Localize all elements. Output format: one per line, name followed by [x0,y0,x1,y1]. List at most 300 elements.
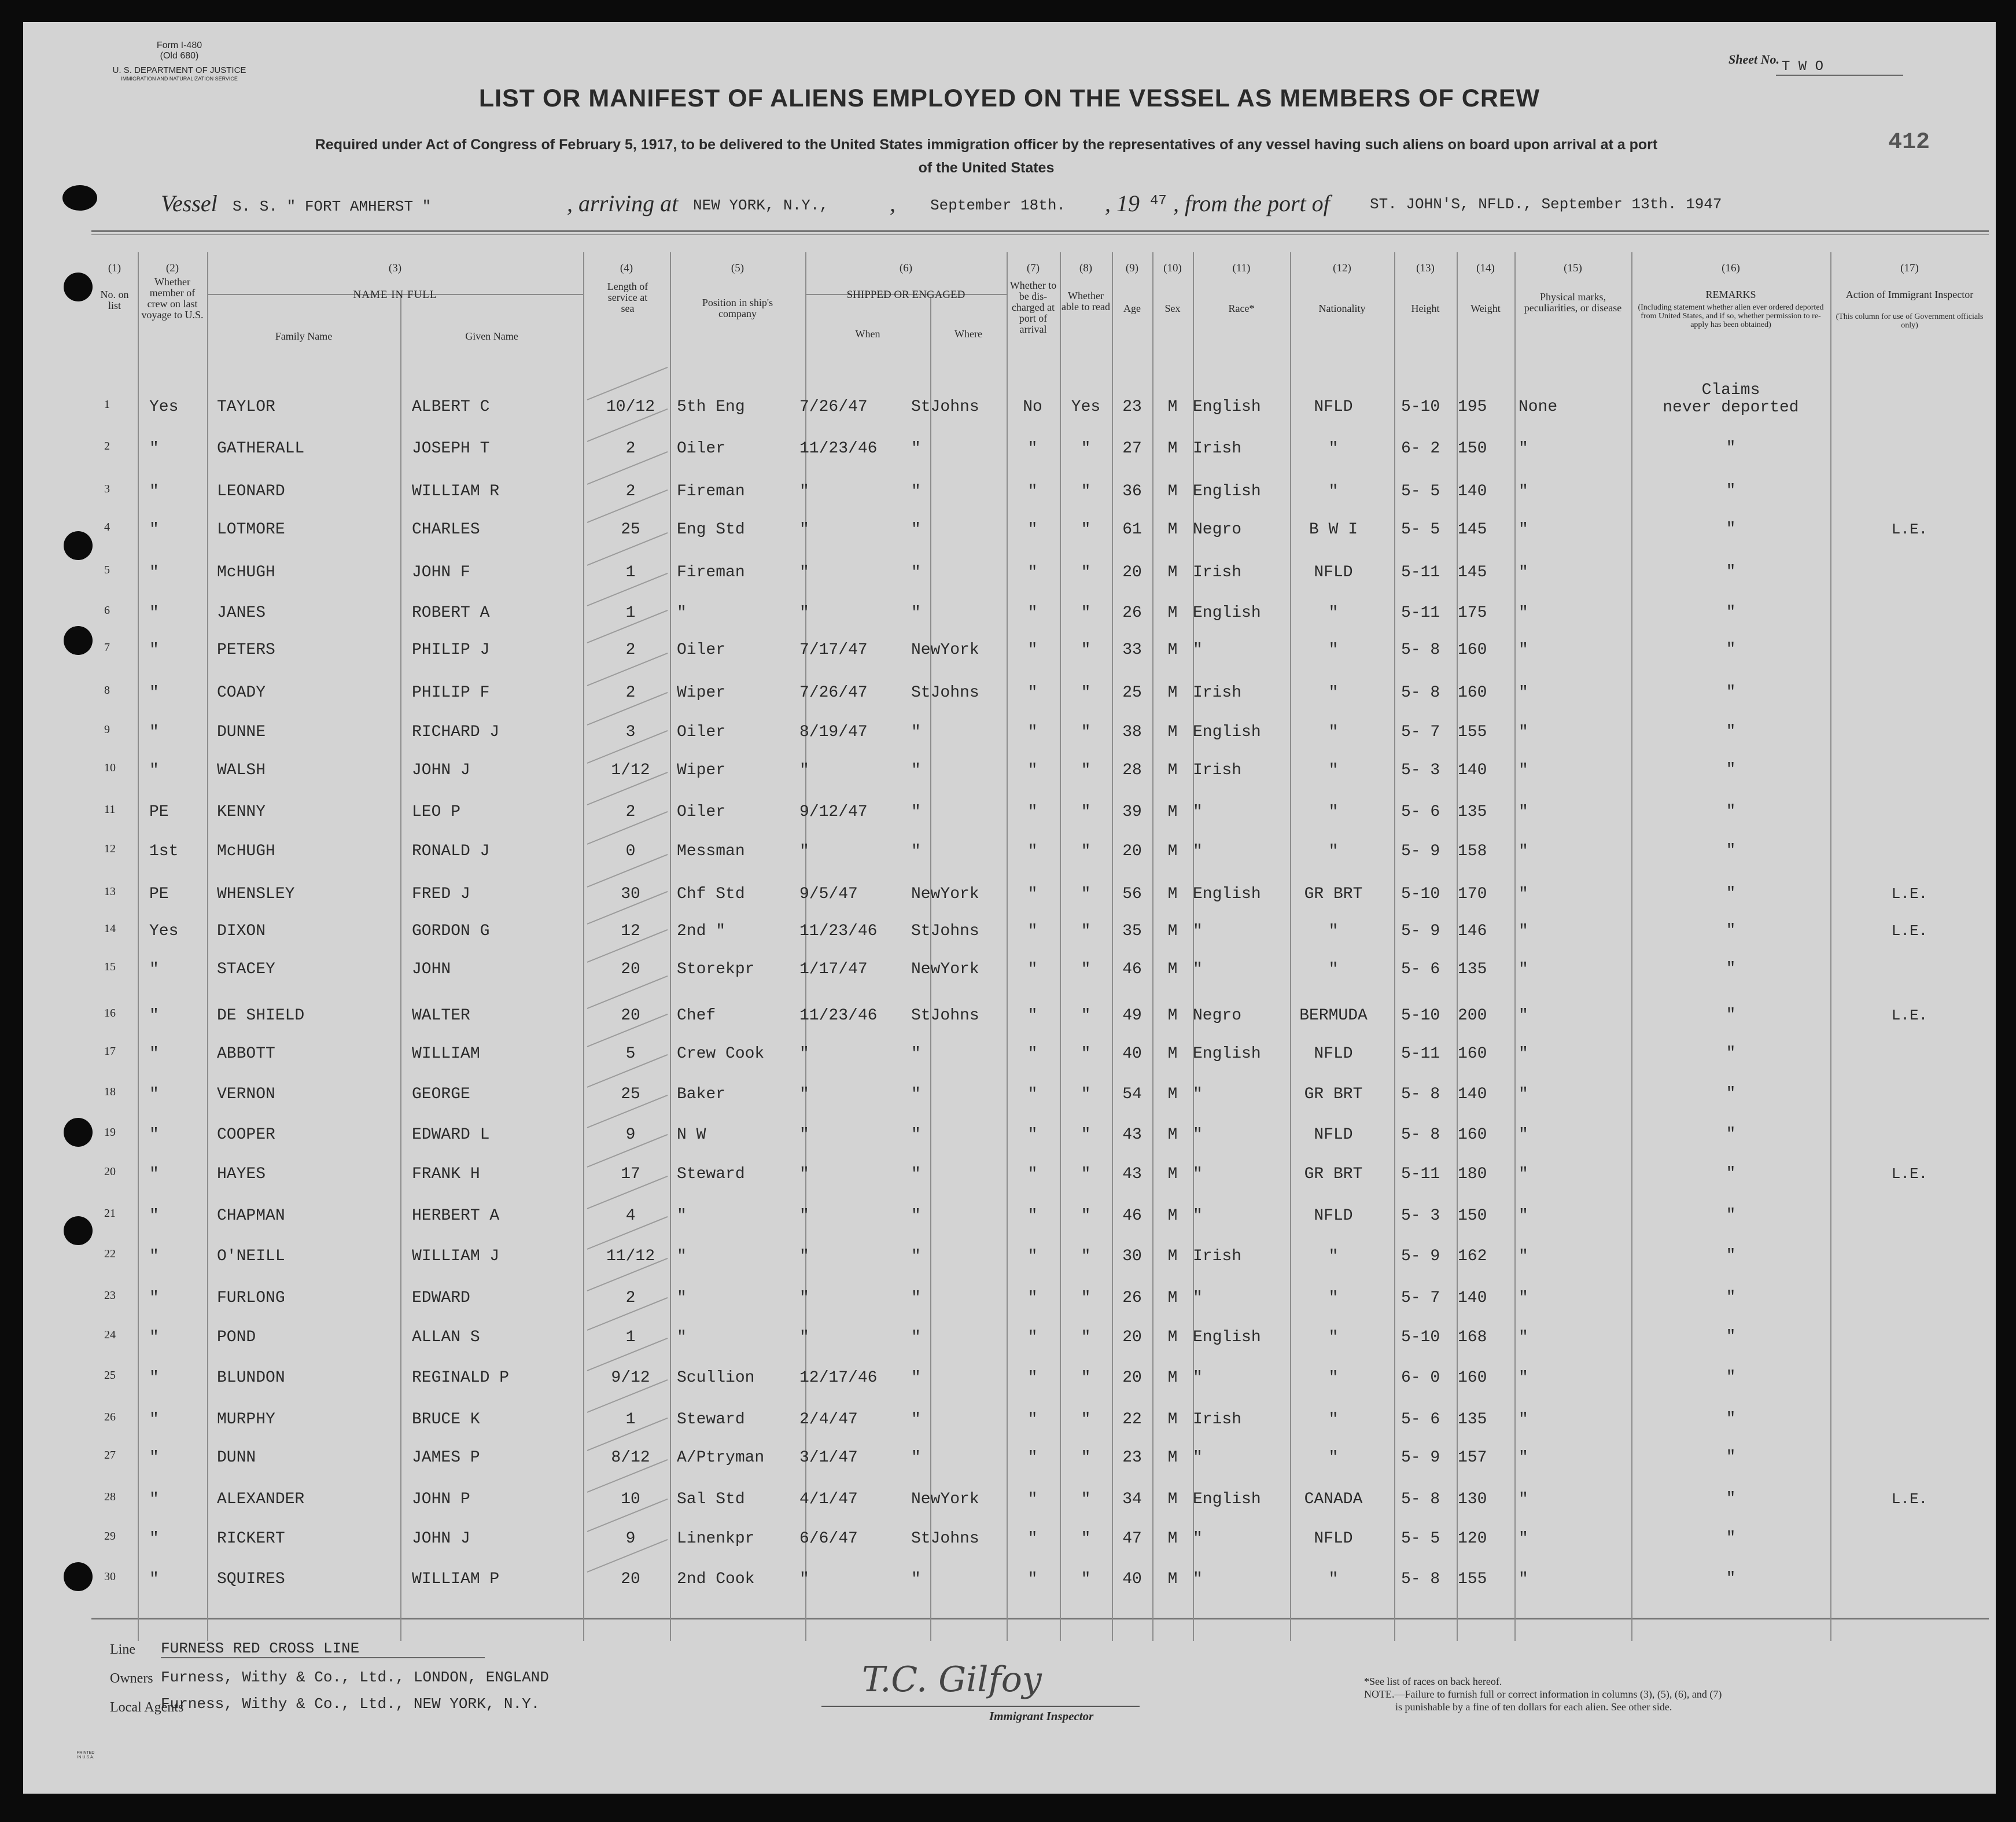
cell-family: BLUNDON [217,1369,285,1387]
owners-value: Furness, Withy & Co., Ltd., LONDON, ENGLAND [161,1669,549,1686]
cell-when: " [799,1207,809,1225]
cell-where: " [911,1207,921,1225]
table-row [23,1045,1996,1068]
from-port: ST. JOHN'S, NFLD., September 13th. 1947 [1370,196,1722,213]
cell-nat: " [1328,604,1339,622]
cell-family: O'NEILL [217,1247,285,1265]
cell-marks: " [1519,1530,1528,1548]
cell-where: StJohns [911,1007,979,1025]
cell-marks: " [1519,604,1528,622]
col-num: (9) [1125,262,1139,274]
cell-position: Fireman [677,564,745,581]
cell-service: 0 [625,842,636,860]
cell-marks: " [1519,885,1528,903]
cell-weight: 145 [1458,564,1487,581]
cell-race: " [1193,1165,1203,1183]
cell-remarks: " [1726,563,1736,581]
cell-position: A/Ptryman [677,1449,765,1467]
header-family-name: Family Name [275,330,333,342]
cell-service: 1/12 [611,761,650,779]
cell-disch: " [1027,1007,1038,1025]
cell-no: 12 [104,842,116,855]
cell-weight: 155 [1458,1570,1487,1588]
arrival-date: September 18th. [930,197,1066,214]
subtitle-line-1: Required under Act of Congress of February 5, 1917, to be delivered to the United States immigration officer by the representatives of any vessel having such aliens on board upon arrival at a port [315,137,1658,153]
table-row [23,922,1996,945]
cell-family: DIXON [217,922,266,940]
cell-marks: " [1519,803,1528,821]
cell-position: N W [677,1126,706,1144]
cell-disch: " [1027,1369,1038,1387]
cell-height: 5- 8 [1401,1570,1440,1588]
cell-remarks: " [1726,1206,1736,1224]
cell-given: REGINALD P [412,1369,510,1387]
cell-where: " [911,521,921,539]
vessel-label: Vessel [161,190,218,216]
cell-age: 35 [1122,922,1142,940]
cell-nat: NFLD [1314,1207,1353,1225]
cell-where: " [911,1570,921,1588]
cell-age: 28 [1122,761,1142,779]
cell-age: 40 [1122,1570,1142,1588]
agents-label: Local Agents [110,1700,184,1715]
cell-race: Irish [1193,1247,1242,1265]
cell-height: 5- 6 [1401,1411,1440,1429]
cell-last: " [149,1289,159,1307]
cell-last: " [149,1126,159,1144]
cell-last: " [149,1369,159,1387]
header-last-voyage: Whether member of crew on last voyage to U.S. [141,276,204,321]
cell-read: " [1081,1289,1091,1307]
cell-where: " [911,1449,921,1467]
cell-race: " [1193,1085,1203,1103]
cell-where: StJohns [911,684,979,702]
cell-race: English [1193,723,1261,741]
cell-disch: " [1027,1165,1038,1183]
cell-marks: " [1519,1449,1528,1467]
cell-disch: " [1027,1530,1038,1548]
cell-age: 23 [1122,398,1142,416]
cell-nat: NFLD [1314,398,1353,416]
cell-sex: M [1167,604,1178,622]
cell-remarks: " [1726,723,1736,741]
cell-no: 21 [104,1207,116,1220]
cell-marks: " [1519,1570,1528,1588]
cell-marks: " [1519,960,1528,978]
cell-marks: " [1519,641,1528,659]
cell-marks: " [1519,1007,1528,1025]
cell-family: ABBOTT [217,1045,275,1063]
cell-family: MURPHY [217,1411,275,1429]
cell-no: 22 [104,1247,116,1260]
cell-weight: 135 [1458,960,1487,978]
cell-disch: " [1027,521,1038,539]
cell-service: 30 [621,885,640,903]
cell-height: 5- 9 [1401,842,1440,860]
cell-sex: M [1167,1449,1178,1467]
table-row [23,483,1996,506]
cell-marks: " [1519,1411,1528,1429]
cell-position: Chef [677,1007,716,1025]
cell-remarks: " [1726,1529,1736,1547]
header-no-on-list: No. on list [100,289,129,311]
cell-position: Wiper [677,684,726,702]
cell-read: " [1081,564,1091,581]
cell-given: RICHARD J [412,723,500,741]
cell-race: " [1193,960,1203,978]
cell-nat: NFLD [1314,1045,1353,1063]
cell-weight: 168 [1458,1328,1487,1346]
cell-given: WALTER [412,1007,470,1025]
cell-disch: " [1027,803,1038,821]
cell-given: JAMES P [412,1449,480,1467]
cell-no: 2 [104,440,110,452]
cell-sex: M [1167,1411,1178,1429]
cell-sex: M [1167,1328,1178,1346]
cell-race: Irish [1193,440,1242,458]
cell-weight: 130 [1458,1490,1487,1508]
cell-no: 25 [104,1369,116,1382]
subtitle-line-2: of the United States [918,160,1055,176]
header-race: Race* [1228,303,1255,314]
header-given-name: Given Name [465,330,518,342]
cell-where: " [911,1411,921,1429]
cell-read: " [1081,440,1091,458]
cell-read: " [1081,1207,1091,1225]
cell-no: 14 [104,922,116,935]
cell-remarks: " [1726,885,1736,903]
cell-age: 54 [1122,1085,1142,1103]
cell-age: 20 [1122,842,1142,860]
cell-no: 11 [104,803,116,816]
cell-when: 11/23/46 [799,1007,878,1025]
cell-disch: " [1027,1085,1038,1103]
cell-position: Oiler [677,440,726,458]
cell-sex: M [1167,885,1178,903]
cell-where: " [911,564,921,581]
cell-given: JOHN [412,960,451,978]
cell-action: L.E. [1891,1490,1928,1508]
col-num: (16) [1722,262,1740,274]
table-top-rule [91,230,1989,232]
cell-nat: B W I [1309,521,1358,539]
cell-nat: GR BRT [1304,1165,1363,1183]
cell-position: " [677,1289,687,1307]
cell-sex: M [1167,1126,1178,1144]
cell-last: " [149,1165,159,1183]
cell-family: VERNON [217,1085,275,1103]
cell-family: HAYES [217,1165,266,1183]
cell-marks: " [1519,1490,1528,1508]
cell-no: 15 [104,960,116,973]
cell-service: 2 [625,684,636,702]
cell-where: " [911,803,921,821]
form-no: Form I-480 [156,41,202,50]
cell-family: DE SHIELD [217,1007,305,1025]
cell-remarks: " [1726,1006,1736,1024]
cell-family: ALEXANDER [217,1490,305,1508]
cell-disch: " [1027,1570,1038,1588]
cell-read: " [1081,684,1091,702]
cell-read: Yes [1071,398,1101,416]
cell-where: " [911,1165,921,1183]
cell-race: " [1193,842,1203,860]
cell-height: 5- 5 [1401,483,1440,500]
cell-last: " [149,564,159,581]
cell-weight: 170 [1458,885,1487,903]
col-num: (10) [1163,262,1182,274]
cell-action: L.E. [1891,885,1928,903]
cell-given: PHILIP J [412,641,490,659]
cell-service: 1 [625,564,636,581]
cell-nat: " [1328,1328,1339,1346]
cell-nat: " [1328,1247,1339,1265]
cell-no: 8 [104,684,110,697]
cell-when: " [799,1126,809,1144]
cell-given: JOHN J [412,761,470,779]
cell-family: LOTMORE [217,521,285,539]
from-port-label: , from the port of [1173,190,1330,216]
cell-position: 5th Eng [677,398,745,416]
header-where: Where [954,328,982,340]
date-comma: , [890,190,895,216]
header-nationality: Nationality [1318,303,1366,314]
cell-nat: GR BRT [1304,1085,1363,1103]
table-row [23,1007,1996,1030]
cell-height: 5-10 [1401,885,1440,903]
cell-given: WILLIAM P [412,1570,500,1588]
cell-last: Yes [149,398,179,416]
cell-service: 2 [625,440,636,458]
cell-nat: " [1328,483,1339,500]
cell-sex: M [1167,1045,1178,1063]
cell-height: 5- 3 [1401,1207,1440,1225]
cell-height: 6- 0 [1401,1369,1440,1387]
cell-family: SQUIRES [217,1570,285,1588]
cell-last: PE [149,803,169,821]
cell-nat: " [1328,1570,1339,1588]
signature-line [821,1706,1140,1707]
cell-read: " [1081,1007,1091,1025]
cell-where: " [911,761,921,779]
cell-height: 5-11 [1401,1045,1440,1063]
cell-last: " [149,1449,159,1467]
cell-disch: " [1027,842,1038,860]
cell-family: COADY [217,684,266,702]
header-position: Position in ship's company [702,297,773,319]
cell-height: 5- 3 [1401,761,1440,779]
table-row [23,440,1996,463]
cell-sex: M [1167,1007,1178,1025]
cell-read: " [1081,521,1091,539]
cell-no: 23 [104,1289,116,1302]
cell-no: 17 [104,1045,116,1058]
form-number [148,41,211,61]
header-age: Age [1123,303,1141,314]
cell-remarks: Claims never deported [1663,381,1799,417]
table-row [23,803,1996,826]
cell-position: Fireman [677,483,745,500]
cell-position: Scullion [677,1369,755,1387]
cell-service: 9/12 [611,1369,650,1387]
cell-height: 6- 2 [1401,440,1440,458]
cell-when: 7/17/47 [799,641,868,659]
cell-remarks: " [1726,1490,1736,1508]
header-physical-marks: Physical marks, peculiarities, or disease [1524,291,1622,314]
cell-marks: " [1519,1247,1528,1265]
header-remarks-note: (Including statement whether alien ever ordered deported from United States, and if so, whether permission to re-apply has been obtained) [1638,303,1824,329]
cell-action: L.E. [1891,922,1928,940]
cell-race: " [1193,922,1203,940]
cell-height: 5- 5 [1401,521,1440,539]
table-row [23,885,1996,908]
cell-no: 6 [104,604,110,617]
cell-family: DUNNE [217,723,266,741]
cell-marks: " [1519,922,1528,940]
col-num: (3) [388,262,402,274]
cell-position: " [677,604,687,622]
cell-when: 7/26/47 [799,398,868,416]
cell-sex: M [1167,483,1178,500]
cell-where: " [911,604,921,622]
cell-sex: M [1167,1490,1178,1508]
cell-last: " [149,960,159,978]
cell-disch: " [1027,440,1038,458]
cell-last: " [149,1328,159,1346]
table-row [23,1247,1996,1271]
cell-nat: " [1328,1289,1339,1307]
cell-read: " [1081,1045,1091,1063]
cell-sex: M [1167,1085,1178,1103]
cell-age: 25 [1122,684,1142,702]
table-row [23,960,1996,984]
cell-sex: M [1167,398,1178,416]
cell-no: 5 [104,564,110,576]
cell-position: Chf Std [677,885,745,903]
cell-race: English [1193,398,1261,416]
cell-service: 25 [621,1085,640,1103]
cell-position: 2nd Cook [677,1570,755,1588]
arriving-port: NEW YORK, N.Y., [693,197,829,214]
cell-age: 20 [1122,1369,1142,1387]
cell-remarks: " [1726,1085,1736,1103]
cell-race: English [1193,483,1261,500]
table-row [23,1328,1996,1352]
cell-service: 12 [621,922,640,940]
table-row [23,604,1996,627]
cell-given: JOSEPH T [412,440,490,458]
cell-height: 5- 8 [1401,1126,1440,1144]
table-row [23,1411,1996,1434]
cell-height: 5-11 [1401,564,1440,581]
department: U. S. DEPARTMENT OF JUSTICE [112,65,246,75]
cell-service: 9 [625,1530,636,1548]
cell-service: 1 [625,1328,636,1346]
cell-where: " [911,1369,921,1387]
table-row [23,1289,1996,1312]
cell-service: 3 [625,723,636,741]
cell-last: " [149,641,159,659]
cell-given: ALBERT C [412,398,490,416]
cell-position: Oiler [677,723,726,741]
cell-position: Crew Cook [677,1045,765,1063]
cell-age: 36 [1122,483,1142,500]
cell-service: 20 [621,1570,640,1588]
table-bottom-rule [91,1618,1989,1619]
cell-service: 11/12 [606,1247,655,1265]
cell-service: 8/12 [611,1449,650,1467]
cell-when: " [799,1247,809,1265]
cell-read: " [1081,1490,1091,1508]
cell-race: " [1193,1449,1203,1467]
cell-sex: M [1167,1369,1178,1387]
cell-age: 27 [1122,440,1142,458]
cell-when: " [799,1165,809,1183]
cell-given: JOHN P [412,1490,470,1508]
cell-remarks: " [1726,803,1736,820]
cell-position: Storekpr [677,960,755,978]
cell-weight: 157 [1458,1449,1487,1467]
cell-age: 26 [1122,604,1142,622]
cell-nat: " [1328,922,1339,940]
cell-race: " [1193,1289,1203,1307]
table-row [23,521,1996,544]
cell-family: RICKERT [217,1530,285,1548]
cell-age: 47 [1122,1530,1142,1548]
cell-given: ROBERT A [412,604,490,622]
cell-read: " [1081,1411,1091,1429]
cell-height: 5- 8 [1401,684,1440,702]
cell-family: CHAPMAN [217,1207,285,1225]
cell-height: 5- 9 [1401,1247,1440,1265]
cell-family: COOPER [217,1126,275,1144]
cell-where: NewYork [911,641,979,659]
cell-race: Irish [1193,761,1242,779]
header-height: Height [1411,303,1440,314]
cell-no: 26 [104,1411,116,1423]
cell-marks: " [1519,1207,1528,1225]
cell-where: " [911,1085,921,1103]
cell-sex: M [1167,1165,1178,1183]
cell-no: 20 [104,1165,116,1178]
cell-disch: " [1027,1411,1038,1429]
cell-no: 18 [104,1085,116,1098]
cell-last: " [149,1570,159,1588]
cell-age: 40 [1122,1045,1142,1063]
header-action-inspector: Action of Immigrant Inspector [1845,289,1974,300]
table-row [23,1490,1996,1514]
cell-family: PETERS [217,641,275,659]
cell-marks: " [1519,1045,1528,1063]
cell-disch: " [1027,723,1038,741]
cell-nat: " [1328,723,1339,741]
cell-disch: " [1027,1126,1038,1144]
cell-no: 28 [104,1490,116,1503]
cell-age: 49 [1122,1007,1142,1025]
cell-when: 12/17/46 [799,1369,878,1387]
cell-service: 5 [625,1045,636,1063]
cell-disch: " [1027,483,1038,500]
cell-nat: " [1328,960,1339,978]
cell-remarks: " [1726,922,1736,940]
cell-when: 3/1/47 [799,1449,858,1467]
cell-remarks: " [1726,1247,1736,1265]
manifest-sheet [23,22,1996,1794]
cell-last: " [149,483,159,500]
cell-position: Oiler [677,803,726,821]
cell-service: 1 [625,604,636,622]
cell-height: 5-10 [1401,1328,1440,1346]
